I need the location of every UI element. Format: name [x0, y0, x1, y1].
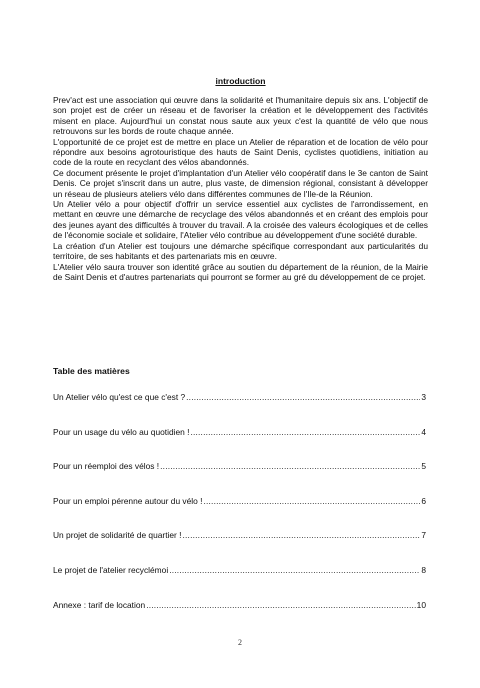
toc-entry-page: 8	[421, 564, 426, 575]
toc-entry[interactable]	[53, 496, 426, 506]
toc-leader-dots	[186, 392, 420, 402]
paragraph-4: Un Atelier vélo a pour objectif d'offrir un service essentiel aux cyclistes de l'arrondissement, en mettant en œuvre une démarche de recyclage des vélos abandonnés et en créant des emplois pour des jeunes ayant des difficultés à trouver du travail. A la croisée des valeurs écologiques et de celles de l'économie sociale et solidaire, l'Atelier vélo contribue au développement d'une société durable.	[53, 199, 428, 241]
toc-entry-page: 4	[421, 426, 426, 437]
toc-entry[interactable]	[53, 427, 426, 437]
paragraph-3: Ce document présente le projet d'implantation d'un Atelier vélo coopératif dans le 3e canton de Saint Denis. Ce projet s'inscrit dans un autre, plus vaste, de dimension régional, consistant à développer un réseau de plusieurs ateliers vélo dans différentes communes de l'Ile-de la Réunion.	[53, 167, 428, 199]
toc-entry[interactable]	[53, 461, 426, 471]
toc-entry-label: Pour un réemploi des vélos !	[53, 461, 160, 472]
introduction-body	[53, 95, 428, 282]
toc-entry-page: 7	[421, 530, 426, 541]
toc-entry-label: Un projet de solidarité de quartier !	[53, 530, 182, 541]
paragraph-5: La création d'un Atelier est toujours une démarche spécifique correspondant aux particularités du territoire, de ses habitants et des partenariats mis en œuvre.	[53, 240, 428, 262]
toc-entry-label: Pour un emploi pérenne autour du vélo !	[53, 495, 203, 506]
toc-entry[interactable]	[53, 600, 426, 610]
toc-entry-label: Le projet de l'atelier recyclémoi	[53, 564, 169, 575]
document-title: introduction	[215, 76, 266, 86]
toc-entry[interactable]	[53, 565, 426, 575]
toc-entry-label: Annexe : tarif de location	[53, 599, 146, 610]
toc-entry-page: 6	[421, 495, 426, 506]
document-page	[53, 76, 428, 610]
toc-entry-page: 5	[421, 461, 426, 472]
paragraph-6: L'Atelier vélo saura trouver son identité grâce au soutien du département de la réunion, de la Mairie de Saint Denis et d'autres partenariats qui pourront se former au gré du développement de ce projet.	[53, 261, 428, 282]
toc-entry-label: Pour un usage du vélo au quotidien !	[53, 426, 190, 437]
page-number: 2	[238, 638, 242, 647]
toc-leader-dots	[169, 565, 420, 575]
toc-leader-dots	[160, 461, 420, 471]
paragraph-1: Prev'act est une association qui œuvre dans la solidarité et l'humanitaire depuis six ans. L'objectif de son projet est de créer un réseau et de favoriser la création et le développement des l'activités misent en place. Aujourd'hui un constat nous saute aux yeux c'est la quantité de vélo que nous retrouvons sur les bords de route chaque année.	[53, 95, 428, 137]
toc-entry-label: Un Atelier vélo qu'est ce que c'est ?	[53, 392, 186, 402]
toc-heading: Table des matières	[53, 366, 130, 376]
toc-entry-page: 3	[421, 392, 426, 402]
toc-leader-dots	[146, 600, 415, 610]
toc-leader-dots	[183, 530, 421, 540]
toc-entry[interactable]	[53, 392, 426, 402]
toc-entry-page: 10	[416, 599, 426, 610]
toc-leader-dots	[190, 427, 420, 437]
toc-entry[interactable]	[53, 530, 426, 540]
paragraph-2: L'opportunité de ce projet est de mettre en place un Atelier de réparation et de location de vélo pour répondre aux besoins agrotouristique des hauts de Saint Denis, cyclistes quotidiens, initiation au code de la route en recyclant des vélos abandonnés.	[53, 136, 428, 168]
toc-leader-dots	[203, 496, 420, 506]
table-of-contents	[53, 392, 426, 634]
